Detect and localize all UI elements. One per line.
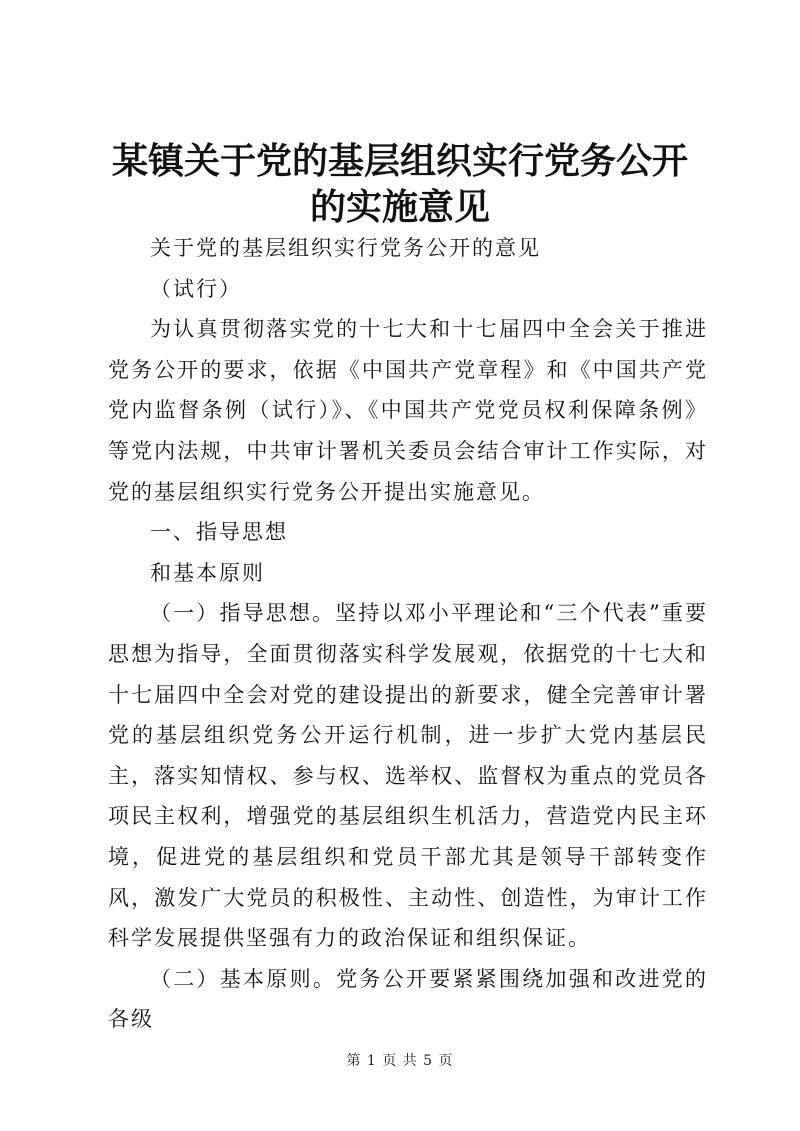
section-heading-1-cont: 和基本原则 [150, 560, 265, 585]
basic-principles-paragraph: （二）基本原则。党务公开要紧紧围绕加强和改进党的各级 [108, 966, 708, 1032]
subtitle-paragraph: 关于党的基层组织实行党务公开的意见 [150, 236, 541, 260]
document-title: 某镇关于党的基层组织实行党务公开的实施意见 [111, 140, 688, 228]
guiding-ideology-paragraph: （一）指导思想。坚持以邓小平理论和“三个代表”重要思想为指导，全面贯彻落实科学发展观，依据党的十七大和十七届四中全会对党的建设提出的新要求，健全完善审计署党的基层组织党务公开运行机制，进一步扩大党内基层民主，落实知情权、参与权、选举权、监督权为重点的党员各项民主权利，增强党的基层组织生机活力，营造党内民主环境，促进党的基层组织和党员干部尤其是领导干部转变作风，激发广大党员的积极性、主动性、创造性，为审计工作科学发展提供坚强有力的政治保证和组织保证。 [108, 601, 708, 951]
intro-paragraph: 为认真贯彻落实党的十七大和十七届四中全会关于推进党务公开的要求，依据《中国共产党章程》和《中国共产党党内监督条例（试行）》、《中国共产党党员权利保障条例》等党内法规，中共审计署机关委员会结合审计工作实际，对党的基层组织实行党务公开提出实施意见。 [108, 317, 708, 504]
section-heading-1: 一、指导思想 [150, 520, 288, 545]
document-body [108, 228, 708, 1040]
trial-note-paragraph: （试行） [150, 276, 242, 301]
page-footer: 第 1 页 共 5 页 [346, 1053, 454, 1069]
